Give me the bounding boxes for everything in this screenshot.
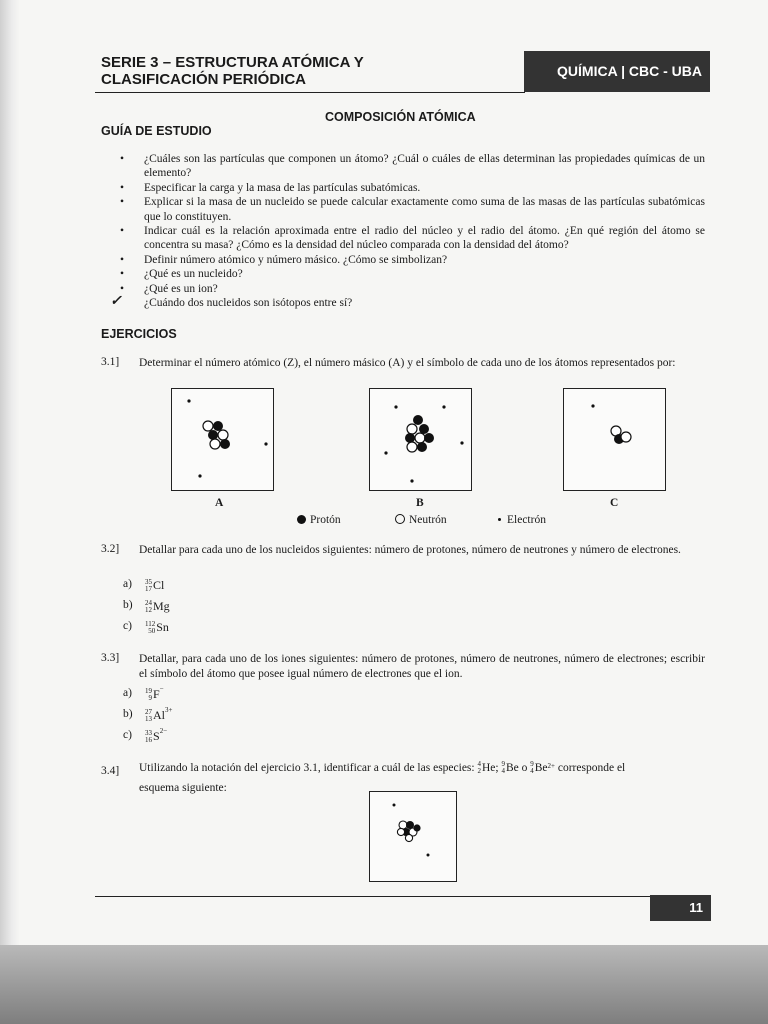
neutron-circle	[621, 432, 631, 442]
proton-circle	[405, 433, 415, 443]
guide-item: • ¿Qué es un ion?	[120, 282, 705, 296]
guide-item: • Especificar la carga y la masa de las partículas subatómicas.	[120, 181, 705, 195]
neutron-circle	[397, 828, 404, 835]
proton-circle	[424, 433, 434, 443]
electron-dot	[393, 804, 396, 807]
atom-diagram-c	[563, 388, 666, 491]
electron-dot	[410, 479, 413, 482]
neutron-circle	[203, 421, 213, 431]
proton-circle	[413, 415, 423, 425]
exercise-3-3-list: a) 19 9F− b) 27 $13Al^{3+}$ c) 33 $16S^{2-}$	[123, 685, 173, 744]
electron-dot	[460, 441, 463, 444]
electron-dot	[187, 399, 190, 402]
neutron-circle	[399, 821, 407, 829]
neutron-circle	[210, 439, 220, 449]
atom-diagram-b	[369, 388, 472, 491]
atom-label-a: A	[215, 497, 224, 509]
guide-title: GUÍA DE ESTUDIO	[101, 124, 212, 138]
proton-circle	[220, 439, 230, 449]
exercise-3-2-number: 3.2]	[101, 543, 120, 555]
brand-band: QUÍMICA | CBC - UBA	[524, 51, 710, 92]
proton-circle	[208, 430, 218, 440]
guide-item: • Indicar cuál es la relación aproximada entre el radio del núcleo y el radio del átomo. ¿En qué región del átomo se concentra su masa? ¿Cómo es la densidad del núcleo comparada con la densidad del átomo?	[120, 224, 705, 253]
exercises-title: EJERCICIOS	[101, 327, 177, 341]
neutron-circle	[218, 430, 228, 440]
legend-neutron: Neutrón	[395, 514, 447, 526]
series-title	[101, 54, 364, 88]
proton-circle	[413, 824, 420, 831]
exercise-3-1-text: Determinar el número atómico (Z), el número másico (A) y el símbolo de cada uno de los átomos representados por:	[139, 357, 676, 369]
neutron-circle	[405, 834, 412, 841]
exercise-3-2-text: Detallar para cada uno de los nucleidos siguientes: número de protones, número de neutrones y número de electrones.	[139, 544, 681, 556]
atom-label-b: B	[416, 497, 424, 509]
exercise-3-3-text: Detallar, para cada uno de los iones siguientes: número de protones, número de neutrones, número de electrones; escribir el símbolo del átomo que posee igual número de electrones que el ion.	[139, 653, 705, 680]
series-title-line2: CLASIFICACIÓN PERIÓDICA	[101, 71, 307, 88]
atom-diagram-3-4	[369, 791, 457, 882]
guide-item: • Definir número atómico y número másico. ¿Cómo se simbolizan?	[120, 253, 705, 267]
section-title: COMPOSICIÓN ATÓMICA	[325, 110, 476, 124]
electron-dot	[394, 405, 397, 408]
atom-label-c: C	[610, 497, 619, 509]
neutron-circle	[415, 433, 425, 443]
footer-rule	[95, 896, 650, 897]
guide-item: • ¿Cuáles son las partículas que componen un átomo? ¿Cuál o cuáles de ellas determinan las propiedades químicas de un elemento?	[120, 152, 705, 181]
guide-list	[110, 152, 705, 310]
binding-shadow	[0, 0, 20, 945]
guide-item: ✓ ¿Cuándo dos nucleidos son isótopos entre sí?	[110, 294, 353, 310]
atom-diagram-a	[171, 388, 274, 491]
electron-dot	[442, 405, 445, 408]
exercise-3-4-text-line2: esquema siguiente:	[139, 782, 227, 794]
series-title-line1: SERIE 3 – ESTRUCTURA ATÓMICA Y	[101, 54, 364, 71]
electron-icon	[498, 518, 501, 521]
legend-proton: Protón	[297, 514, 341, 526]
neutron-icon	[395, 514, 405, 524]
exercise-3-3-number: 3.3]	[101, 652, 120, 664]
guide-item: • Explicar si la masa de un nucleido se puede calcular exactamente como suma de las masas de las partículas subatómicas que lo constituyen.	[120, 195, 705, 224]
exercise-3-4-text: Utilizando la notación del ejercicio 3.1, identificar a cuál de las especies: 4 2He; 9 4Be o 9 $4Be^{2+}$ corresponde el	[139, 760, 626, 776]
neutron-circle	[407, 442, 417, 452]
proton-circle	[417, 442, 427, 452]
scan-background	[0, 945, 768, 1024]
electron-dot	[591, 404, 594, 407]
exercise-3-2-list: a) 35 17Cl b) 24 12Mg c) 112 50Sn	[123, 577, 170, 635]
electron-dot	[264, 442, 267, 445]
electron-dot	[198, 474, 201, 477]
electron-dot	[384, 451, 387, 454]
legend-electron: Electrón	[498, 514, 546, 526]
neutron-circle	[407, 424, 417, 434]
guide-item: • ¿Qué es un nucleido?	[120, 267, 705, 281]
electron-dot	[427, 854, 430, 857]
exercise-3-4-number: 3.4]	[101, 765, 120, 777]
page-number: 11	[650, 895, 711, 921]
proton-icon	[297, 515, 306, 524]
exercise-3-1-number: 3.1]	[101, 356, 120, 368]
proton-circle	[213, 421, 223, 431]
handwritten-check-icon: ✓	[110, 294, 122, 310]
header-rule	[95, 92, 525, 93]
